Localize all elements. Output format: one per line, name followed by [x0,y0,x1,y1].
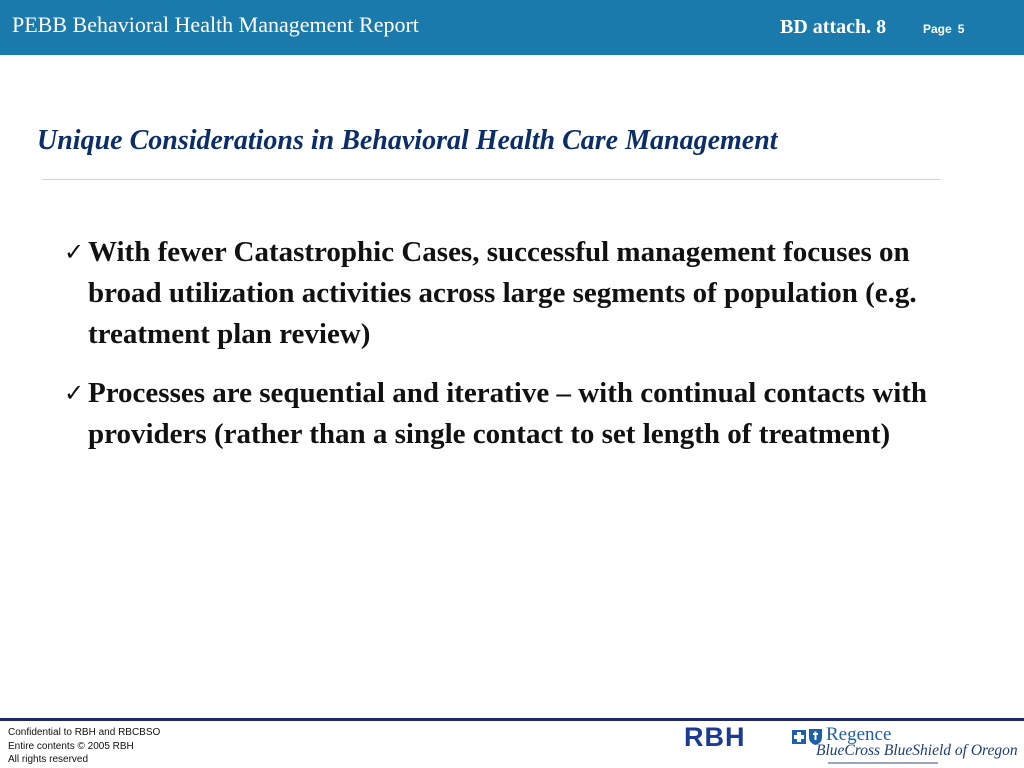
rights-notice: All rights reserved [8,754,89,765]
bullet-list [62,232,962,473]
copyright-notice: Entire contents © 2005 RBH [8,740,134,752]
bullet-item [62,232,962,355]
page-label: Page [923,22,952,36]
attachment-label: BD attach. 8 [780,16,887,38]
header-bar [0,0,1024,55]
regence-logo [792,724,1018,768]
footer-divider [0,718,1024,721]
bcbs-name: BlueCross BlueShield of Oregon [816,742,1018,759]
footer-notes [8,726,160,767]
check-icon: ✓ [64,379,85,407]
report-title: PEBB Behavioral Health Management Report [12,12,419,37]
title-divider [42,179,940,180]
bullet-text: Processes are sequential and iterative – with continual contacts with providers (rather than a single contact to set length of treatment) [88,377,928,450]
rbh-logo: RBH [684,722,746,752]
page-number: 5 [957,22,965,36]
bullet-item [62,373,962,455]
regence-name: Regence [826,724,892,745]
page-indicator [923,22,970,36]
slide-title: Unique Considerations in Behavioral Health Care Management [37,125,778,156]
confidential-notice: Confidential to RBH and RBCBSO [8,727,161,738]
regence-fineprint [828,762,938,764]
check-icon: ✓ [64,238,85,266]
bullet-text: With fewer Catastrophic Cases, successful management focuses on broad utilization activities across large segments of population (e.g. treatment plan review) [88,236,917,350]
